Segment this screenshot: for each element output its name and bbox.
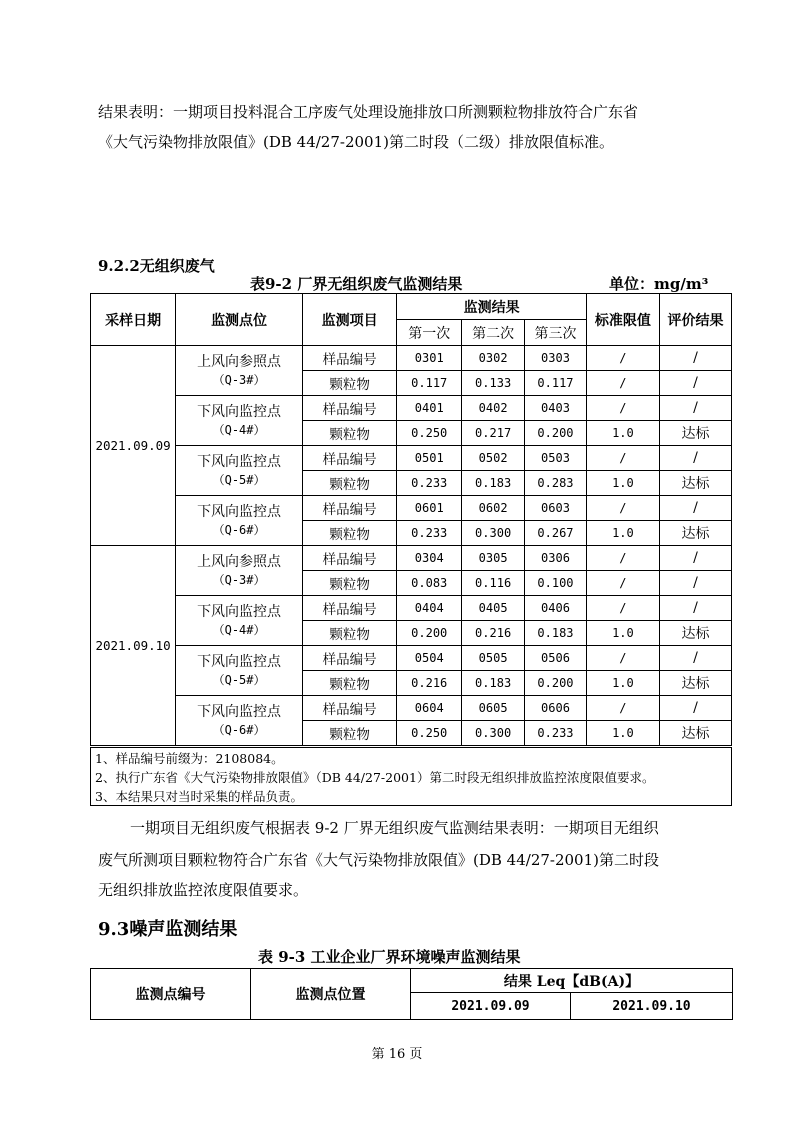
cell-limit: 1.0 bbox=[586, 621, 659, 646]
table-row bbox=[91, 446, 732, 471]
cell-value-1: 0601 bbox=[397, 496, 462, 521]
table-9-3-title: 表 9-3 工业企业厂界环境噪声监测结果 bbox=[258, 948, 521, 966]
cell-value-2: 0302 bbox=[462, 346, 525, 371]
point-name: 下风向监控点 bbox=[197, 503, 282, 520]
cell-value-2: 0505 bbox=[462, 646, 525, 671]
cell-eval: 达标 bbox=[659, 621, 731, 646]
cell-item: 颗粒物 bbox=[302, 371, 396, 396]
table-9-3 bbox=[90, 968, 733, 1020]
cell-value-2: 0305 bbox=[462, 546, 525, 571]
cell-eval: / bbox=[659, 596, 731, 621]
cell-eval: 达标 bbox=[659, 721, 731, 746]
cell-value-1: 0.233 bbox=[397, 471, 462, 496]
cell-item: 样品编号 bbox=[302, 446, 396, 471]
cell-item: 样品编号 bbox=[302, 496, 396, 521]
cell-item: 颗粒物 bbox=[302, 421, 396, 446]
cell-item: 颗粒物 bbox=[302, 621, 396, 646]
point-code: （Q-5#） bbox=[212, 472, 266, 487]
cell-value-3: 0503 bbox=[525, 446, 587, 471]
cell-value-3: 0606 bbox=[525, 696, 587, 721]
cell-point bbox=[176, 346, 303, 396]
cell-value-3: 0403 bbox=[525, 396, 587, 421]
cell-value-2: 0.216 bbox=[462, 621, 525, 646]
point-code: （Q-4#） bbox=[212, 622, 266, 637]
point-name: 上风向参照点 bbox=[197, 353, 282, 370]
cell-date: 2021.09.09 bbox=[91, 346, 176, 546]
page-number: 第 16 页 bbox=[371, 1047, 423, 1062]
header-first: 第一次 bbox=[397, 320, 462, 346]
table-row bbox=[91, 346, 732, 371]
cell-value-3: 0506 bbox=[525, 646, 587, 671]
cell-limit: / bbox=[586, 696, 659, 721]
cell-value-3: 0303 bbox=[525, 346, 587, 371]
cell-value-3: 0406 bbox=[525, 596, 587, 621]
cell-value-3: 0.267 bbox=[525, 521, 587, 546]
conclusion-line-3: 无组织排放监控浓度限值要求。 bbox=[98, 881, 309, 899]
cell-value-2: 0402 bbox=[462, 396, 525, 421]
header-date-2: 2021.09.10 bbox=[571, 993, 733, 1020]
header-second: 第二次 bbox=[462, 320, 525, 346]
cell-eval: / bbox=[659, 696, 731, 721]
header-third: 第三次 bbox=[525, 320, 587, 346]
table-9-2 bbox=[90, 293, 732, 746]
cell-eval: / bbox=[659, 346, 731, 371]
cell-value-3: 0.200 bbox=[525, 421, 587, 446]
conclusion-line-2: 废气所测项目颗粒物符合广东省《大气污染物排放限值》(DB 44/27-2001)第二时段 bbox=[98, 851, 659, 869]
cell-eval: / bbox=[659, 396, 731, 421]
header-limit: 标准限值 bbox=[586, 294, 659, 346]
point-name: 上风向参照点 bbox=[197, 553, 282, 570]
intro-line-2: 《大气污染物排放限值》(DB 44/27-2001)第二时段（二级）排放限值标准。 bbox=[98, 133, 614, 151]
header-item: 监测项目 bbox=[302, 294, 396, 346]
cell-limit: / bbox=[586, 546, 659, 571]
cell-value-1: 0504 bbox=[397, 646, 462, 671]
table-9-2-title: 表9-2 厂界无组织废气监测结果 bbox=[250, 275, 463, 293]
cell-eval: / bbox=[659, 571, 731, 596]
cell-value-1: 0.200 bbox=[397, 621, 462, 646]
cell-eval: 达标 bbox=[659, 421, 731, 446]
cell-value-2: 0.217 bbox=[462, 421, 525, 446]
cell-point bbox=[176, 646, 303, 696]
cell-value-3: 0.100 bbox=[525, 571, 587, 596]
note-3: 3、本结果只对当时采集的样品负责。 bbox=[91, 786, 732, 806]
header-date-1: 2021.09.09 bbox=[411, 993, 571, 1020]
cell-limit: 1.0 bbox=[586, 721, 659, 746]
header-date: 采样日期 bbox=[91, 294, 176, 346]
header-eval: 评价结果 bbox=[659, 294, 731, 346]
cell-value-2: 0.133 bbox=[462, 371, 525, 396]
cell-point bbox=[176, 496, 303, 546]
cell-item: 样品编号 bbox=[302, 696, 396, 721]
cell-limit: / bbox=[586, 596, 659, 621]
cell-item: 样品编号 bbox=[302, 596, 396, 621]
cell-item: 颗粒物 bbox=[302, 521, 396, 546]
cell-value-1: 0.233 bbox=[397, 521, 462, 546]
cell-limit: 1.0 bbox=[586, 521, 659, 546]
cell-limit: / bbox=[586, 646, 659, 671]
cell-value-1: 0304 bbox=[397, 546, 462, 571]
cell-value-2: 0605 bbox=[462, 696, 525, 721]
cell-eval: 达标 bbox=[659, 471, 731, 496]
cell-item: 样品编号 bbox=[302, 646, 396, 671]
point-name: 下风向监控点 bbox=[197, 603, 282, 620]
cell-value-2: 0.183 bbox=[462, 471, 525, 496]
cell-value-1: 0501 bbox=[397, 446, 462, 471]
cell-item: 样品编号 bbox=[302, 346, 396, 371]
point-code: （Q-6#） bbox=[212, 522, 266, 537]
cell-point bbox=[176, 396, 303, 446]
cell-item: 颗粒物 bbox=[302, 721, 396, 746]
cell-value-2: 0.183 bbox=[462, 671, 525, 696]
cell-value-2: 0602 bbox=[462, 496, 525, 521]
cell-limit: / bbox=[586, 496, 659, 521]
point-name: 下风向监控点 bbox=[197, 703, 282, 720]
cell-item: 样品编号 bbox=[302, 546, 396, 571]
conclusion-line-1: 一期项目无组织废气根据表 9-2 厂界无组织废气监测结果表明：一期项目无组织 bbox=[130, 819, 659, 837]
table-9-2-notes bbox=[90, 747, 732, 806]
cell-eval: / bbox=[659, 446, 731, 471]
table-row bbox=[91, 396, 732, 421]
point-code: （Q-5#） bbox=[212, 672, 266, 687]
cell-value-1: 0301 bbox=[397, 346, 462, 371]
table-row bbox=[91, 646, 732, 671]
header-result-leq: 结果 Leq【dB(A)】 bbox=[411, 969, 733, 993]
point-name: 下风向监控点 bbox=[197, 653, 282, 670]
cell-value-1: 0401 bbox=[397, 396, 462, 421]
cell-value-3: 0.283 bbox=[525, 471, 587, 496]
note-1: 1、样品编号前缀为：2108084。 bbox=[91, 748, 732, 768]
header-results: 监测结果 bbox=[397, 294, 587, 320]
cell-item: 颗粒物 bbox=[302, 571, 396, 596]
cell-eval: / bbox=[659, 371, 731, 396]
cell-eval: 达标 bbox=[659, 521, 731, 546]
cell-value-3: 0.183 bbox=[525, 621, 587, 646]
cell-value-3: 0.233 bbox=[525, 721, 587, 746]
cell-point bbox=[176, 446, 303, 496]
point-name: 下风向监控点 bbox=[197, 453, 282, 470]
cell-value-2: 0.116 bbox=[462, 571, 525, 596]
cell-value-1: 0.216 bbox=[397, 671, 462, 696]
cell-value-1: 0.250 bbox=[397, 421, 462, 446]
cell-limit: / bbox=[586, 446, 659, 471]
cell-limit: / bbox=[586, 371, 659, 396]
table-row bbox=[91, 596, 732, 621]
cell-date: 2021.09.10 bbox=[91, 546, 176, 746]
point-code: （Q-3#） bbox=[212, 372, 266, 387]
table-row bbox=[91, 496, 732, 521]
cell-value-2: 0.300 bbox=[462, 521, 525, 546]
cell-point bbox=[176, 596, 303, 646]
table-9-2-unit: 单位：mg/m³ bbox=[609, 275, 709, 293]
cell-eval: / bbox=[659, 646, 731, 671]
note-2: 2、执行广东省《大气污染物排放限值》（DB 44/27-2001）第二时段无组织排放监控浓度限值要求。 bbox=[91, 767, 732, 786]
cell-value-2: 0502 bbox=[462, 446, 525, 471]
cell-limit: 1.0 bbox=[586, 471, 659, 496]
header-point: 监测点位 bbox=[176, 294, 303, 346]
cell-value-3: 0306 bbox=[525, 546, 587, 571]
cell-value-2: 0.300 bbox=[462, 721, 525, 746]
cell-value-1: 0.117 bbox=[397, 371, 462, 396]
cell-item: 颗粒物 bbox=[302, 471, 396, 496]
section-heading-93: 9.3噪声监测结果 bbox=[98, 919, 238, 940]
cell-point bbox=[176, 546, 303, 596]
cell-value-3: 0.117 bbox=[525, 371, 587, 396]
cell-value-1: 0404 bbox=[397, 596, 462, 621]
cell-limit: / bbox=[586, 346, 659, 371]
cell-eval: 达标 bbox=[659, 671, 731, 696]
cell-value-1: 0.250 bbox=[397, 721, 462, 746]
cell-limit: 1.0 bbox=[586, 421, 659, 446]
point-name: 下风向监控点 bbox=[197, 403, 282, 420]
cell-eval: / bbox=[659, 546, 731, 571]
cell-value-3: 0.200 bbox=[525, 671, 587, 696]
cell-value-1: 0604 bbox=[397, 696, 462, 721]
header-point-loc: 监测点位置 bbox=[251, 969, 411, 1020]
cell-eval: / bbox=[659, 496, 731, 521]
point-code: （Q-4#） bbox=[212, 422, 266, 437]
table-row bbox=[91, 696, 732, 721]
cell-point bbox=[176, 696, 303, 746]
cell-limit: / bbox=[586, 396, 659, 421]
header-point-no: 监测点编号 bbox=[91, 969, 251, 1020]
intro-line-1: 结果表明：一期项目投料混合工序废气处理设施排放口所测颗粒物排放符合广东省 bbox=[98, 103, 639, 121]
table-row bbox=[91, 546, 732, 571]
cell-value-2: 0405 bbox=[462, 596, 525, 621]
cell-limit: / bbox=[586, 571, 659, 596]
cell-value-3: 0603 bbox=[525, 496, 587, 521]
point-code: （Q-6#） bbox=[212, 722, 266, 737]
section-heading-922: 9.2.2无组织废气 bbox=[98, 257, 215, 275]
cell-item: 颗粒物 bbox=[302, 671, 396, 696]
cell-item: 样品编号 bbox=[302, 396, 396, 421]
point-code: （Q-3#） bbox=[212, 572, 266, 587]
cell-value-1: 0.083 bbox=[397, 571, 462, 596]
cell-limit: 1.0 bbox=[586, 671, 659, 696]
